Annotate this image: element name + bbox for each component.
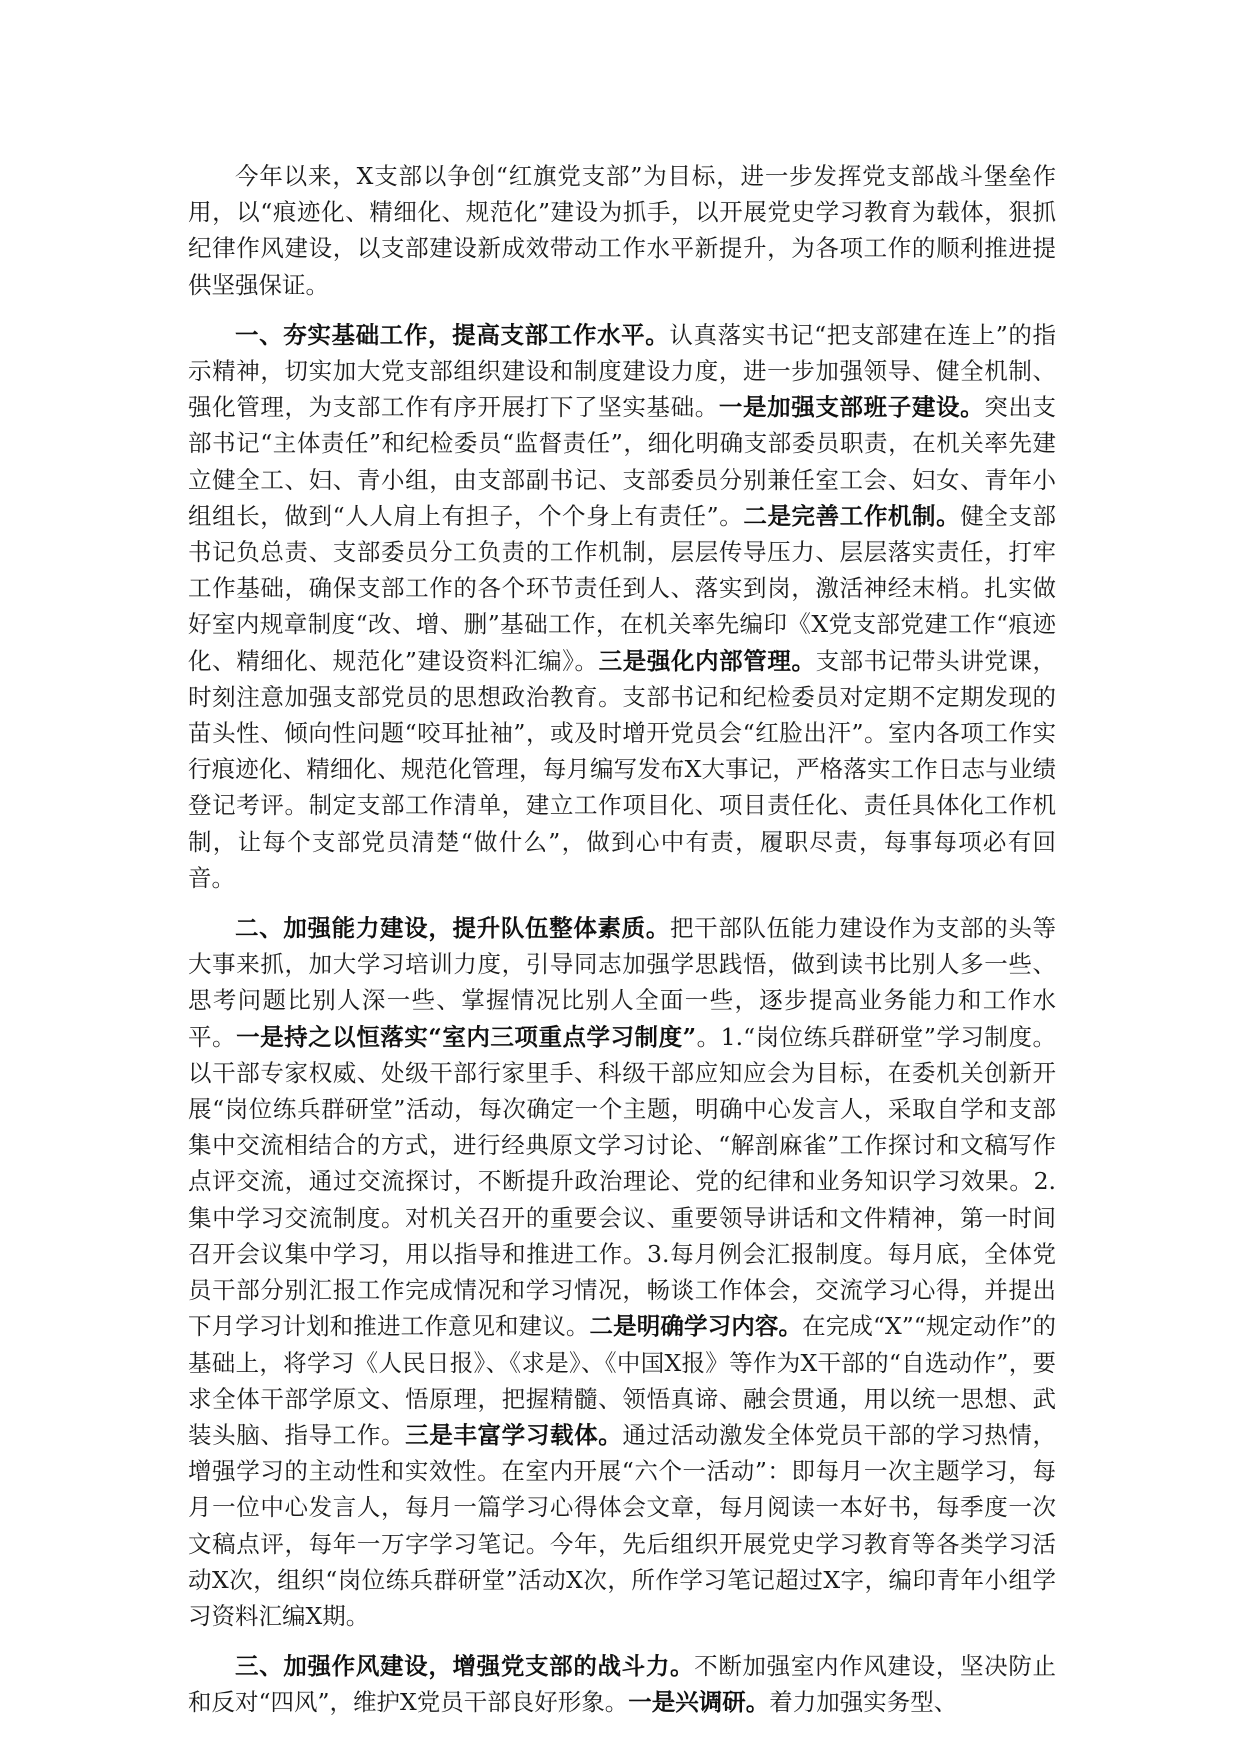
- document-page: [188, 158, 1056, 1735]
- bold-heading-segment: 二、加强能力建设，提升队伍整体素质。: [235, 914, 670, 943]
- text-segment: 通过活动激发全体党员干部的学习热情，增强学习的主动性和实效性。在室内开展“六个一活动”：即每月一次主题学习，每月一位中心发言人，每月一篇学习心得体会文章，每月阅读一本好书，每季度一次文稿点评，每年一万字学习笔记。今年，先后组织开展党史学习教育等各类学习活动X次，组织“岗位练兵群研堂”活动X次，所作学习笔记超过X字，编印青年小组学习资料汇编X期。: [188, 1420, 1057, 1630]
- bold-heading-segment: 二是明确学习内容。: [589, 1312, 803, 1341]
- text-segment: 认真落实书记“把支部建在连上”的指示精神，切实加大党支部组织建设和制度建设力度，进一步加强领导、健全机制、强化管理，为支部工作有序开展打下了坚实基础。: [188, 320, 1057, 422]
- text-segment: 。1.“岗位练兵群研堂”学习制度。以干部专家权威、处级干部行家里手、科级干部应知应会为目标，在委机关创新开展“岗位练兵群研堂”活动，每次确定一个主题，明确中心发言人，采取自学和支部集中交流相结合的方式，进行经典原文学习讨论、“解剖麻雀”工作探讨和文稿写作点评交流，通过交流探讨，不断提升政治理论、党的纪律和业务知识学习效果。2.集中学习交流制度。对机关召开的重要会议、重要领导讲话和文件精神，第一时间召开会议集中学习，用以指导和推进工作。3.每月例会汇报制度。每月底，全体党员干部分别汇报工作完成情况和学习情况，畅谈工作体会，交流学习心得，并提出下月学习计划和推进工作意见和建议。: [188, 1022, 1056, 1341]
- body-paragraph: [188, 1648, 1056, 1720]
- bold-heading-segment: 三、加强作风建设，增强党支部的战斗力。: [235, 1652, 695, 1681]
- bold-heading-segment: 三是丰富学习载体。: [405, 1420, 623, 1449]
- text-segment: 着力加强实务型、: [769, 1688, 958, 1717]
- bold-heading-segment: 三是强化内部管理。: [598, 646, 816, 675]
- text-segment: 不断加强室内作风建设，坚决防止和反对“四风”，维护X党员干部良好形象。: [188, 1652, 1057, 1717]
- text-segment: 支部书记带头讲党课，时刻注意加强支部党员的思想政治教育。支部书记和纪检委员对定期不定期发现的苗头性、倾向性问题“咬耳扯袖”，或及时增开党员会“红脸出汗”。室内各项工作实行痕迹化、精细化、规范化管理，每月编写发布X大事记，严格落实工作日志与业绩登记考评。制定支部工作清单，建立工作项目化、项目责任化、责任具体化工作机制，让每个支部党员清楚“做什么”，做到心中有责，履职尽责，每事每项必有回音。: [188, 646, 1057, 892]
- text-segment: 健全支部书记负总责、支部委员分工负责的工作机制，层层传导压力、层层落实责任，打牢工作基础，确保支部工作的各个环节责任到人、落实到岗，激活神经末梢。扎实做好室内规章制度“改、增、删”基础工作，在机关率先编印《X党支部党建工作“痕迹化、精细化、规范化”建设资料汇编》。: [188, 501, 1057, 675]
- body-paragraph: [188, 317, 1056, 896]
- text-segment: 今年以来，X支部以争创“红旗党支部”为目标，进一步发挥党支部战斗堡垒作用，以“痕迹化、精细化、规范化”建设为抓手，以开展党史学习教育为载体，狠抓纪律作风建设，以支部建设新成效带动工作水平新提升，为各项工作的顺利推进提供坚强保证。: [188, 162, 1056, 299]
- text-segment: 在完成“X”“规定动作”的基础上，将学习《人民日报》、《求是》、《中国X报》等作为X干部的“自选动作”，要求全体干部学原文、悟原理，把握精髓、领悟真谛、融会贯通，用以统一思想、武装头脑、指导工作。: [188, 1312, 1057, 1449]
- bold-heading-segment: 一是持之以恒落实“室内三项重点学习制度”: [236, 1022, 697, 1051]
- body-paragraph: [188, 158, 1056, 303]
- text-segment: 把干部队伍能力建设作为支部的头等大事来抓，加大学习培训力度，引导同志加强学思践悟，做到读书比别人多一些、思考问题比别人深一些、掌握情况比别人全面一些，逐步提高业务能力和工作水平。: [188, 914, 1056, 1051]
- body-paragraph: [188, 910, 1056, 1634]
- text-segment: 突出支部书记“主体责任”和纪检委员“监督责任”，细化明确支部委员职责，在机关率先建立健全工、妇、青小组，由支部副书记、支部委员分别兼任室工会、妇女、青年小组组长，做到“人人肩上有担子，个个身上有责任”。: [188, 393, 1057, 530]
- bold-heading-segment: 一是加强支部班子建设。: [718, 393, 985, 422]
- bold-heading-segment: 一是兴调研。: [628, 1688, 770, 1717]
- bold-heading-segment: 二是完善工作机制。: [743, 501, 961, 530]
- bold-heading-segment: 一、夯实基础工作，提高支部工作水平。: [235, 320, 670, 349]
